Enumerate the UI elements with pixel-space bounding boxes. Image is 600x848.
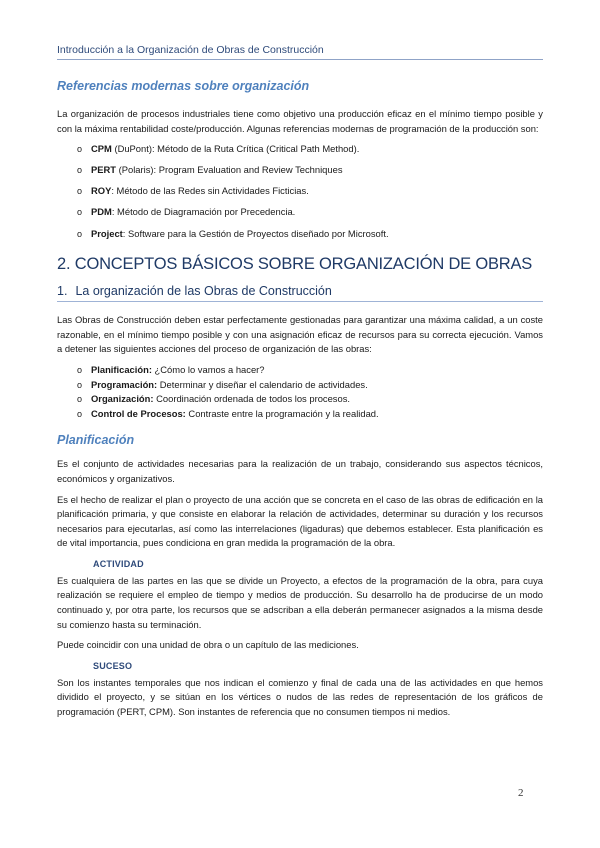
refs-item-cpm	[77, 142, 543, 157]
action-desc: Determinar y diseñar el calendario de actividades.	[157, 378, 368, 390]
section-2-intro: Las Obras de Construcción deben estar perfectamente gestionadas para garantizar una máxima calidad, a un coste razonable, en el mínimo tiempo posible y con una asignación eficaz de recursos para su correcta ejecución. Vamos a detener las siguientes acciones del proceso de organización de las obras:	[57, 314, 543, 355]
actions-list	[57, 363, 543, 421]
page-number: 2	[518, 787, 524, 799]
action-term: Programación:	[91, 378, 158, 390]
actividad-paragraph-2: Puede coincidir con una unidad de obra o un capítulo de las mediciones.	[57, 639, 359, 651]
refs-item-pdm	[77, 205, 543, 220]
action-term: Planificación:	[91, 363, 152, 375]
refs-desc: (Polaris): Program Evaluation and Review Techniques	[116, 164, 343, 176]
action-desc: Contraste entre la programación y la realidad.	[185, 407, 379, 419]
refs-list	[57, 142, 543, 241]
bullet-icon: o	[77, 364, 83, 375]
action-desc: ¿Cómo lo vamos a hacer?	[151, 363, 265, 375]
refs-desc: : Método de Diagramación por Precedencia.	[111, 206, 296, 218]
refs-term: ROY	[91, 185, 112, 197]
refs-intro: La organización de procesos industriales tiene como objetivo una producción eficaz en el mínimo tiempo posible y con la máxima rentabilidad coste/producción. Algunas referencias modernas de programación de la producción son:	[57, 108, 543, 134]
refs-term: CPM	[91, 143, 112, 155]
refs-heading: Referencias modernas sobre organización	[57, 79, 310, 93]
refs-desc: : Software para la Gestión de Proyectos diseñado por Microsoft.	[122, 227, 389, 239]
suceso-label: SUCESO	[93, 660, 133, 671]
refs-term: PDM	[91, 206, 112, 218]
refs-desc: (DuPont): Método de la Ruta Crítica (Critical Path Method).	[111, 143, 360, 155]
action-term: Control de Procesos:	[91, 407, 186, 419]
bullet-icon: o	[77, 228, 83, 239]
suceso-paragraph: Son los instantes temporales que nos indican el comienzo y final de cada una de las actividades en que hemos dividido el proyecto, y se sitúan en los vértices o nudos de las redes de representación de los gráficos de programación (PERT, CPM). Son instantes de referencia que no consumen tiempos ni medios.	[57, 676, 543, 718]
subsection-1-title	[57, 284, 543, 302]
subsection-text: La organización de las Obras de Construcción	[75, 284, 332, 299]
planificacion-paragraph-1: Es el conjunto de actividades necesarias para la realización de un trabajo, considerando sus aspectos técnicos, económicos y organizativos.	[57, 458, 543, 484]
bullet-icon: o	[77, 144, 83, 155]
bullet-icon: o	[77, 165, 83, 176]
section-2-title: 2. CONCEPTOS BÁSICOS SOBRE ORGANIZACIÓN DE OBRAS	[57, 255, 533, 274]
planificacion-heading: Planificación	[57, 433, 135, 448]
refs-desc: : Método de las Redes sin Actividades Ficticias.	[111, 185, 309, 197]
refs-term: PERT	[91, 164, 117, 176]
action-term: Organización:	[91, 393, 154, 405]
running-header: Introducción a la Organización de Obras de Construcción	[57, 44, 543, 60]
subsection-number: 1.	[57, 284, 68, 299]
refs-item-project	[77, 227, 543, 242]
bullet-icon: o	[77, 408, 83, 419]
bullet-icon: o	[77, 186, 83, 197]
refs-item-pert	[77, 163, 543, 178]
actividad-paragraph-1: Es cualquiera de las partes en las que se divide un Proyecto, a efectos de la programación de la obra, para cuya realización se requiere el empleo de tiempo y medios de producción. Su desarrollo ha de producirse de un modo continuado y, por otra parte, los recursos que se adscriban a ella deberán permanecer asignados a la misma desde su comienzo hasta su terminación.	[57, 574, 543, 630]
action-item-control	[77, 407, 543, 422]
action-item-programacion	[77, 378, 543, 393]
action-desc: Coordinación ordenada de todos los procesos.	[153, 393, 350, 405]
bullet-icon: o	[77, 394, 83, 405]
action-item-planificacion	[77, 363, 543, 378]
bullet-icon: o	[77, 379, 83, 390]
bullet-icon: o	[77, 207, 83, 218]
refs-term: Project	[91, 227, 123, 239]
planificacion-paragraph-2: Es el hecho de realizar el plan o proyecto de una acción que se concreta en el caso de las obras de edificación en la planificación primaria, y que consiste en elaborar la relación de actividades, determinar su duración y los recursos necesarios para ejecutarlas, así como las interrelaciones (ligaduras) que debemos establecer. Esta planificación es de vital importancia, pues condiciona en gran medida la programación de la obra.	[57, 493, 543, 549]
action-item-organizacion	[77, 392, 543, 407]
page-content	[57, 72, 543, 726]
actividad-label: ACTIVIDAD	[93, 558, 144, 569]
refs-item-roy	[77, 184, 543, 199]
